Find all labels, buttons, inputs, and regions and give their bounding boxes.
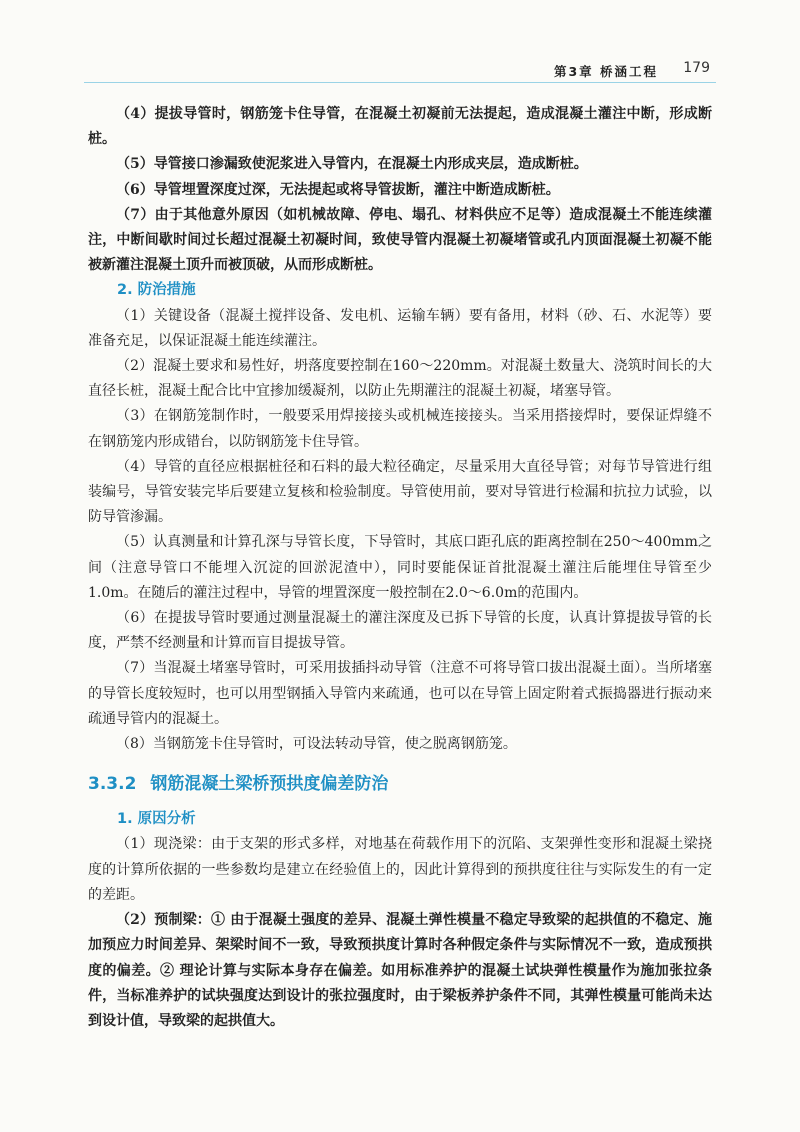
paragraph: （2）预制梁：① 由于混凝土强度的差异、混凝土弹性模量不稳定导致梁的起拱值的不稳定、施加预应力时间差异、架梁时间不一致，导致预拱度计算时各种假定条件与实际情况不一致，造成预拱度的偏差。② 理论计算与实际本身存在偏差。如用标准养护的混凝土试块弹性模量作为施加张拉条件，当标准养护的试块强度达到设计的张拉强度时，由于梁板养护条件不同，其弹性模量可能尚未达到设计值，导致梁的起拱值大。 (88, 912, 712, 1029)
section-number: 3.3.2 (88, 774, 137, 795)
paragraph: （8）当钢筋笼卡住导管时，可设法转动导管，使之脱离钢筋笼。 (116, 736, 517, 753)
subheading-causes: 1. 原因分析 (117, 811, 196, 828)
paragraph: （4）导管的直径应根据桩径和石料的最大粒径确定，尽量采用大直径导管；对每节导管进行组装编号，导管安装完毕后要建立复核和检验制度。导管使用前，要对导管进行检漏和抗拉力试验，以防导管渗漏。 (88, 458, 712, 526)
paragraph: （5）导管接口渗漏致使泥浆进入导管内，在混凝土内形成夹层，造成断桩。 (116, 156, 588, 173)
page-number: 179 (683, 60, 710, 76)
page-body (88, 102, 712, 1034)
paragraph: （1）关键设备（混凝土搅拌设备、发电机、运输车辆）要有备用，材料（砂、石、水泥等）要准备充足，以保证混凝土能连续灌注。 (88, 307, 712, 349)
section-heading (88, 769, 712, 799)
paragraph: （4）提拔导管时，钢筋笼卡住导管，在混凝土初凝前无法提起，造成混凝土灌注中断，形成断桩。 (88, 106, 712, 148)
paragraph: （6）导管埋置深度过深，无法提起或将导管拔断，灌注中断造成断桩。 (116, 181, 560, 198)
paragraph: （5）认真测量和计算孔深与导管长度，下导管时，其底口距孔底的距离控制在250～400mm之间（注意导管口不能埋入沉淀的回淤泥渣中），同时要能保证首批混凝土灌注后能埋住导管至少1.0m。在随后的灌注过程中，导管的埋置深度一般控制在2.0～6.0m的范围内。 (88, 534, 712, 601)
paragraph: （3）在钢筋笼制作时，一般要采用焊接接头或机械连接接头。当采用搭接焊时，要保证焊缝不在钢筋笼内形成错台，以防钢筋笼卡住导管。 (88, 408, 712, 450)
paragraph: （7）由于其他意外原因（如机械故障、停电、塌孔、材料供应不足等）造成混凝土不能连续灌注，中断间歇时间过长超过混凝土初凝时间，致使导管内混凝土初凝堵管或孔内顶面混凝土初凝不能被新灌注混凝土顶升而被顶破，从而形成断桩。 (88, 206, 712, 274)
chapter-title: 第3章 桥涵工程 (553, 64, 658, 79)
paragraph: （6）在提拔导管时要通过测量混凝土的灌注深度及已拆下导管的长度，认真计算提拔导管的长度，严禁不经测量和计算而盲目提拔导管。 (88, 610, 712, 652)
paragraph: （2）混凝土要求和易性好，坍落度要控制在160～220mm。对混凝土数量大、浇筑时间长的大直径长桩，混凝土配合比中宜掺加缓凝剂，以防止先期灌注的混凝土初凝，堵塞导管。 (88, 358, 712, 400)
paragraph: （1）现浇梁：由于支架的形式多样，对地基在荷载作用下的沉陷、支架弹性变形和混凝土梁挠度的计算所依据的一些参数均是建立在经验值上的，因此计算得到的预拱度往往与实际发生的有一定的差距。 (88, 836, 712, 903)
paragraph: （7）当混凝土堵塞导管时，可采用拔插抖动导管（注意不可将导管口拔出混凝土面）。当所堵塞的导管长度较短时，也可以用型钢插入导管内来疏通，也可以在导管上固定附着式振捣器进行振动来疏通导管内的混凝土。 (88, 660, 712, 727)
section-title: 钢筋混凝土梁桥预拱度偏差防治 (150, 774, 389, 795)
subheading-prevention: 2. 防治措施 (117, 282, 196, 299)
running-header (84, 60, 716, 83)
